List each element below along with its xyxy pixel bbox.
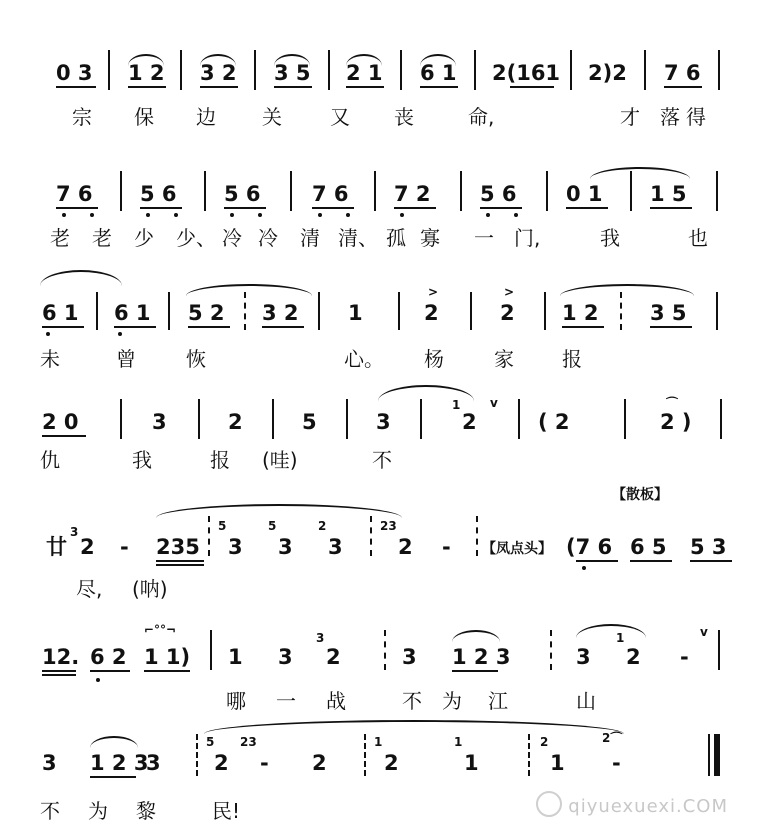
note-group: 6 1	[420, 61, 457, 85]
barline	[96, 292, 98, 330]
lyric: 杨	[424, 347, 444, 371]
lyric: 曾	[116, 347, 136, 371]
barline	[328, 50, 330, 90]
lyric: 山	[576, 689, 596, 713]
score-line-4	[0, 385, 760, 480]
underline	[114, 326, 156, 328]
dashed-barline	[476, 516, 480, 556]
note-group: 2	[384, 751, 399, 775]
low-octave-dot	[146, 213, 150, 217]
barline	[708, 734, 710, 776]
barline	[272, 399, 274, 439]
lyric: 我	[132, 448, 152, 472]
lyric: 才	[620, 105, 640, 129]
lyric: 不	[402, 689, 422, 713]
underline	[42, 435, 86, 437]
underline	[576, 560, 618, 562]
underline	[690, 560, 732, 562]
grace-note: 3	[70, 525, 79, 539]
underline	[90, 670, 130, 672]
lyric: 关	[262, 105, 282, 129]
barline	[180, 50, 182, 90]
barline	[718, 50, 720, 90]
underline	[144, 670, 190, 672]
lyric: 为	[88, 799, 108, 823]
lyric: 不	[40, 799, 60, 823]
note-group: -	[442, 535, 451, 559]
lyric: 少	[134, 226, 154, 250]
dashed-barline	[364, 734, 368, 776]
note-group: 3	[278, 535, 293, 559]
note-group: 1 2	[562, 301, 599, 325]
note-group: 5 2	[188, 301, 225, 325]
lyric: 不	[372, 448, 392, 472]
lyric: 心。	[344, 347, 384, 371]
lyric: 落	[660, 105, 680, 129]
grace-note: 3	[316, 631, 325, 645]
note-group: 7 6	[664, 61, 701, 85]
barline	[716, 292, 718, 330]
note-group: 6 2	[90, 645, 127, 669]
dashed-barline	[244, 292, 248, 330]
watermark-logo-icon	[536, 791, 562, 817]
underline	[156, 564, 204, 566]
underline	[140, 207, 182, 209]
breath-mark: v	[490, 396, 498, 410]
note-group: -	[680, 645, 689, 669]
low-octave-dot	[118, 332, 122, 336]
slur	[576, 624, 646, 638]
slur	[452, 630, 500, 642]
low-octave-dot	[46, 332, 50, 336]
note-group: 6 5	[630, 535, 667, 559]
note-group: 5 6	[140, 182, 177, 206]
low-octave-dot	[258, 213, 262, 217]
note-group: 2	[500, 301, 515, 325]
barline	[624, 399, 626, 439]
note-group: 3 2	[262, 301, 299, 325]
score-line-2	[0, 165, 760, 255]
slur	[40, 270, 122, 286]
barline	[716, 171, 718, 211]
dashed-barline	[370, 516, 374, 556]
score-line-5	[0, 480, 760, 610]
lyric: 报	[210, 448, 230, 472]
note-group: 3	[146, 751, 161, 775]
underline	[42, 674, 76, 676]
grace-note: 1	[616, 631, 625, 645]
note-group: 2	[228, 410, 243, 434]
lyric: 尽,	[76, 577, 103, 601]
note-group: 6 1	[114, 301, 151, 325]
note-group: 5	[302, 410, 317, 434]
underline	[156, 560, 204, 562]
note-group: 7 2	[394, 182, 431, 206]
grace-note: 1	[452, 398, 461, 412]
barline	[470, 292, 472, 330]
lyric: (哇)	[262, 448, 298, 472]
note-group: 1 5	[650, 182, 687, 206]
lyric: 丧	[394, 105, 414, 129]
slur	[590, 167, 690, 179]
underline	[650, 207, 692, 209]
note-group: 6 1	[42, 301, 79, 325]
barline	[544, 292, 546, 330]
note-group: 2 0	[42, 410, 79, 434]
lyric: 老	[50, 226, 70, 250]
note-group: 5 6	[224, 182, 261, 206]
score-line-6	[0, 620, 760, 720]
underline	[188, 326, 230, 328]
lyric: 为	[442, 689, 462, 713]
underline	[452, 670, 498, 672]
lyric: 报	[562, 347, 582, 371]
low-octave-dot	[486, 213, 490, 217]
dashed-barline	[384, 630, 388, 670]
note-group: 2	[398, 535, 413, 559]
note-group: 3	[228, 535, 243, 559]
low-octave-dot	[514, 213, 518, 217]
note-group: 3	[278, 645, 293, 669]
underline	[274, 86, 312, 88]
note-group: 3	[42, 751, 57, 775]
note-group: (7 6	[566, 535, 613, 559]
note-group: 2	[80, 535, 95, 559]
grace-note: 5	[218, 519, 227, 533]
note-group: 2	[312, 751, 327, 775]
barline	[318, 292, 320, 330]
low-octave-dot	[174, 213, 178, 217]
fermata-mark: ⌒	[666, 396, 679, 410]
barline	[720, 399, 722, 439]
barline	[120, 399, 122, 439]
underline	[566, 207, 608, 209]
barline	[546, 171, 548, 211]
barline	[346, 399, 348, 439]
lyric: 宗	[72, 105, 92, 129]
barline	[120, 171, 122, 211]
barline	[168, 292, 170, 330]
note-group: 5 6	[480, 182, 517, 206]
note-group: 廿	[46, 535, 67, 559]
note-group: 3	[576, 645, 591, 669]
slur	[204, 720, 624, 734]
dashed-barline	[528, 734, 532, 776]
barline	[198, 399, 200, 439]
lyric: 仇	[40, 448, 60, 472]
lyric: 寡	[420, 226, 440, 250]
note-group: -	[260, 751, 269, 775]
low-octave-dot	[346, 213, 350, 217]
grace-note: 2	[318, 519, 327, 533]
lyric: 孤	[386, 226, 406, 250]
lyric: 得	[686, 105, 706, 129]
slur	[90, 736, 138, 748]
score-line-1	[0, 40, 760, 130]
lyric: 我	[600, 226, 620, 250]
note-group: 1 2	[128, 61, 165, 85]
underline	[56, 207, 98, 209]
note-group: 1	[464, 751, 479, 775]
underline	[42, 670, 76, 672]
note-group: 2	[626, 645, 641, 669]
lyric: 冷	[222, 226, 242, 250]
lyric: 家	[494, 347, 514, 371]
underline	[630, 560, 672, 562]
note-group: 2 1	[346, 61, 383, 85]
underline	[56, 86, 96, 88]
lyric: 也	[688, 226, 708, 250]
barline	[644, 50, 646, 90]
final-barline	[714, 734, 720, 776]
note-group: 5 3	[690, 535, 727, 559]
underline	[224, 207, 266, 209]
barline	[108, 50, 110, 90]
note-group: 0 3	[56, 61, 93, 85]
underline	[200, 86, 238, 88]
lyric: 未	[40, 347, 60, 371]
dashed-barline	[620, 292, 624, 330]
note-group: 3	[402, 645, 417, 669]
dashed-barline	[550, 630, 554, 670]
note-group: 7 6	[56, 182, 93, 206]
grace-note: 2⌒	[602, 731, 623, 745]
lyric: 命,	[468, 105, 495, 129]
low-octave-dot	[230, 213, 234, 217]
grace-note: 2	[540, 735, 549, 749]
lyric: 清	[300, 226, 320, 250]
section-label: 【散板】	[612, 487, 668, 503]
dashed-barline	[208, 516, 212, 556]
note-group: 2(161	[492, 61, 561, 85]
underline	[394, 207, 436, 209]
note-group: -	[120, 535, 129, 559]
breath-mark: v	[700, 625, 708, 639]
underline	[510, 86, 554, 88]
note-group: 1 1)	[144, 645, 191, 669]
note-group: 3	[152, 410, 167, 434]
lyric: 一	[276, 689, 296, 713]
underline	[346, 86, 384, 88]
lyric: 黎	[136, 799, 156, 823]
score-line-3	[0, 270, 760, 370]
underline	[42, 326, 84, 328]
barline	[398, 292, 400, 330]
accent-mark: >	[504, 285, 515, 299]
low-octave-dot	[582, 566, 586, 570]
underline	[312, 207, 354, 209]
barline	[290, 171, 292, 211]
underline	[262, 326, 304, 328]
barline	[374, 171, 376, 211]
barline	[254, 50, 256, 90]
note-group: 7 6	[312, 182, 349, 206]
low-octave-dot	[90, 213, 94, 217]
note-group: 3 5	[274, 61, 311, 85]
lyric: (呐)	[132, 577, 168, 601]
lyric: 民!	[212, 799, 241, 823]
underline	[420, 86, 458, 88]
barline	[400, 50, 402, 90]
lyric: 老	[92, 226, 112, 250]
underline	[650, 326, 692, 328]
low-octave-dot	[318, 213, 322, 217]
underline	[480, 207, 522, 209]
barline	[210, 630, 212, 670]
grace-note: 23	[380, 519, 397, 533]
lyric: 哪	[226, 689, 246, 713]
underline	[90, 776, 136, 778]
underline	[562, 326, 604, 328]
note-group: 2	[326, 645, 341, 669]
dashed-barline	[196, 734, 200, 776]
lyric: 恢	[186, 347, 206, 371]
note-group: -	[612, 751, 621, 775]
lyric: 一	[474, 226, 494, 250]
low-octave-dot	[62, 213, 66, 217]
note-group: 2 )	[660, 410, 692, 434]
percussion-mark: ⌐°°¬	[144, 623, 177, 637]
slur	[560, 284, 694, 296]
lyric: 边	[196, 105, 216, 129]
lyric: 保	[134, 105, 154, 129]
note-group: 3 2	[200, 61, 237, 85]
grace-note: 1	[374, 735, 383, 749]
grace-note: 5	[206, 735, 215, 749]
note-group: 1	[550, 751, 565, 775]
lyric: 门,	[514, 226, 541, 250]
grace-note: 23	[240, 735, 257, 749]
slur	[186, 284, 312, 296]
note-group: 2	[424, 301, 439, 325]
note-group: 1 2 3	[90, 751, 149, 775]
lyric: 战	[326, 689, 346, 713]
grace-note: 1	[454, 735, 463, 749]
underline	[128, 86, 166, 88]
lyric: 少、	[176, 226, 216, 250]
note-group: 12.	[42, 645, 80, 669]
note-group: 3	[328, 535, 343, 559]
note-group: 1 2 3	[452, 645, 511, 669]
watermark-text: qiyuexuexi.COM	[568, 796, 728, 817]
note-group: 1	[228, 645, 243, 669]
note-group: ( 2	[538, 410, 570, 434]
lyric: 又	[330, 105, 350, 129]
note-group: 2)2	[588, 61, 627, 85]
barline	[518, 399, 520, 439]
accent-mark: >	[428, 285, 439, 299]
barline	[460, 171, 462, 211]
slur	[156, 504, 402, 518]
barline	[474, 50, 476, 90]
barline	[570, 50, 572, 90]
lyric: 清、	[338, 226, 378, 250]
low-octave-dot	[400, 213, 404, 217]
note-group: 1	[348, 301, 363, 325]
low-octave-dot	[96, 678, 100, 682]
note-group: 2	[214, 751, 229, 775]
lyric: 冷	[258, 226, 278, 250]
barline	[718, 630, 720, 670]
barline	[204, 171, 206, 211]
section-tag: 【凤点头】	[482, 541, 552, 557]
underline	[664, 86, 702, 88]
note-group: 2	[462, 410, 477, 434]
note-group: 235	[156, 535, 200, 559]
grace-note: 5	[268, 519, 277, 533]
lyric: 江	[488, 689, 508, 713]
note-group: 3 5	[650, 301, 687, 325]
barline	[420, 399, 422, 439]
note-group: 3	[376, 410, 391, 434]
note-group: 0 1	[566, 182, 603, 206]
